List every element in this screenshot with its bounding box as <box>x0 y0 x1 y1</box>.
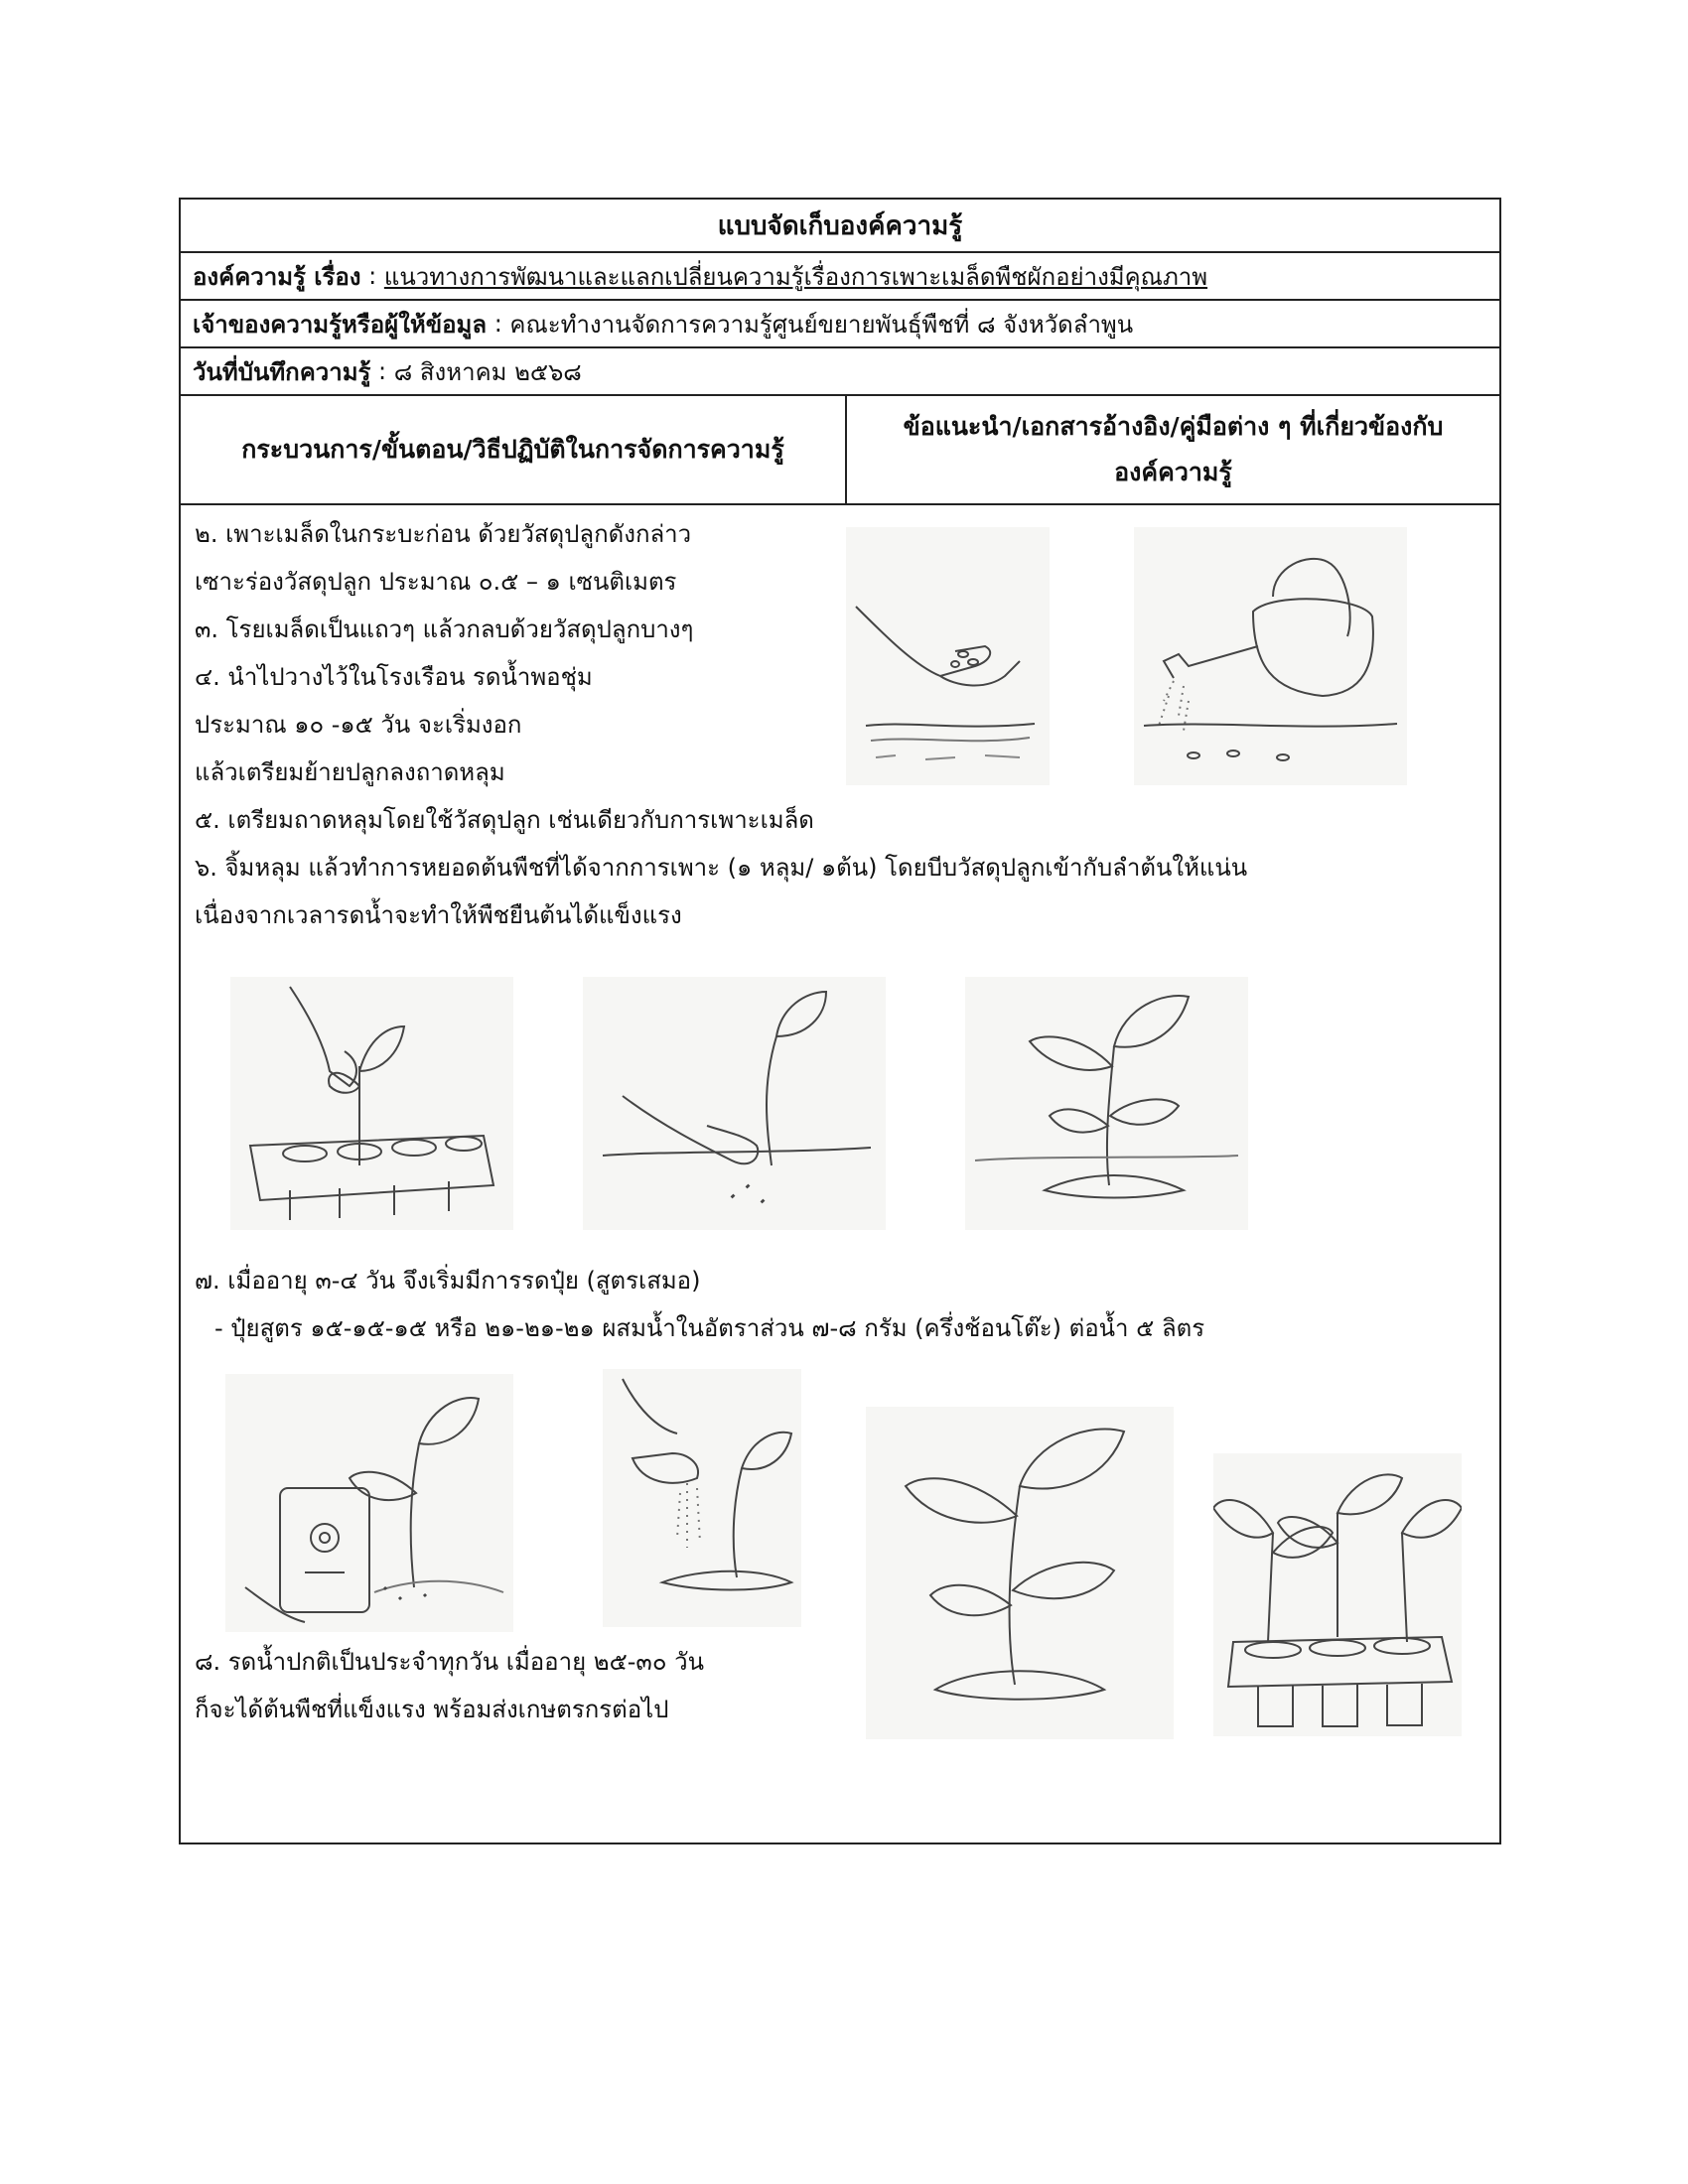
step-7-line1: ๗. เมื่ออายุ ๓-๔ วัน จึงเริ่มมีการรดปุ๋ย (สูตรเสมอ) <box>195 1267 701 1295</box>
topic-label: องค์ความรู้ เรื่อง <box>193 262 361 291</box>
process-column-header: กระบวนการ/ขั้นตอน/วิธีปฏิบัติในการจัดการความรู้ <box>181 396 847 503</box>
owner-row <box>181 301 1499 348</box>
step-6-line1: ๖. จิ้มหลุม แล้วทำการหยอดต้นพืชที่ได้จากการเพาะ (๑ หลุม/ ๑ต้น) โดยบีบวัสดุปลูกเข้ากับลำต้นให้แน่น <box>195 854 1248 882</box>
content-area <box>181 505 1499 1843</box>
owner-sep: : <box>487 310 510 338</box>
step-5: ๕. เตรียมถาดหลุมโดยใช้วัสดุปลูก เช่นเดียวกับการเพาะเมล็ด <box>195 806 814 834</box>
grown-plant-illustration <box>866 1407 1174 1739</box>
form-title: แบบจัดเก็บองค์ความรู้ <box>181 200 1499 253</box>
owner-value: คณะทำงานจัดการความรู้ศูนย์ขยายพันธุ์พืชที่ ๘ จังหวัดลำพูน <box>509 310 1134 339</box>
date-row <box>181 348 1499 396</box>
step-2-line1: ๒. เพาะเมล็ดในกระบะก่อน ด้วยวัสดุปลูกดังกล่าว <box>195 520 692 548</box>
step-4-line2: ประมาณ ๑๐ -๑๕ วัน จะเริ่มงอก <box>195 711 522 739</box>
seedling-tray-hand-illustration <box>230 977 513 1230</box>
reference-header-line2: องค์ความรู้ <box>1114 458 1232 486</box>
step-6-line2: เนื่องจากเวลารดน้ำจะทำให้พืชยืนต้นได้แข็งแรง <box>195 901 682 929</box>
date-sep: : <box>370 357 394 385</box>
knowledge-form <box>179 198 1501 1844</box>
planting-hand-illustration <box>583 977 886 1230</box>
step-4-line1: ๔. นำไปวางไว้ในโรงเรือน รดน้ำพอชุ่ม <box>195 663 593 691</box>
column-header-row <box>181 396 1499 505</box>
watering-can-illustration <box>1134 527 1407 785</box>
step-2-line2: เซาะร่องวัสดุปลูก ประมาณ ๐.๕ – ๑ เซนติเมตร <box>195 568 677 596</box>
reference-header-line1: ข้อแนะนำ/เอกสารอ้างอิง/คู่มือต่าง ๆ ที่เกี่ยวข้องกับ <box>903 412 1444 441</box>
step-8-line1: ๘. รดน้ำปกติเป็นประจำทุกวัน เมื่ออายุ ๒๕-๓๐ วัน <box>195 1648 704 1676</box>
step-8-line2: ก็จะได้ต้นพืชที่แข็งแรง พร้อมส่งเกษตรกรต่อไป <box>195 1696 669 1723</box>
fertilizer-bag-plant-illustration <box>225 1374 513 1632</box>
reference-column-header <box>847 396 1499 503</box>
pouring-water-plant-illustration <box>603 1369 801 1627</box>
step-7-line2: - ปุ๋ยสูตร ๑๕-๑๕-๑๕ หรือ ๒๑-๒๑-๒๑ ผสมน้ำในอัตราส่วน ๗-๘ กรัม (ครึ่งช้อนโต๊ะ) ต่อน้ำ ๕ ลิตร <box>214 1314 1205 1342</box>
date-label: วันที่บันทึกความรู้ <box>193 357 371 386</box>
topic-sep: : <box>360 262 384 290</box>
young-plant-illustration <box>965 977 1248 1230</box>
topic-row <box>181 253 1499 301</box>
owner-label: เจ้าของความรู้หรือผู้ให้ข้อมูล <box>193 310 488 339</box>
tray-of-seedlings-illustration <box>1213 1453 1462 1736</box>
topic-value: แนวทางการพัฒนาและแลกเปลี่ยนความรู้เรื่องการเพาะเมล็ดพืชผักอย่างมีคุณภาพ <box>383 262 1208 291</box>
step-4-line3: แล้วเตรียมย้ายปลูกลงถาดหลุม <box>195 758 505 786</box>
step-3: ๓. โรยเมล็ดเป็นแถวๆ แล้วกลบด้วยวัสดุปลูกบางๆ <box>195 615 694 643</box>
sowing-seeds-illustration <box>846 527 1050 785</box>
date-value: ๘ สิงหาคม ๒๕๖๘ <box>393 357 582 386</box>
